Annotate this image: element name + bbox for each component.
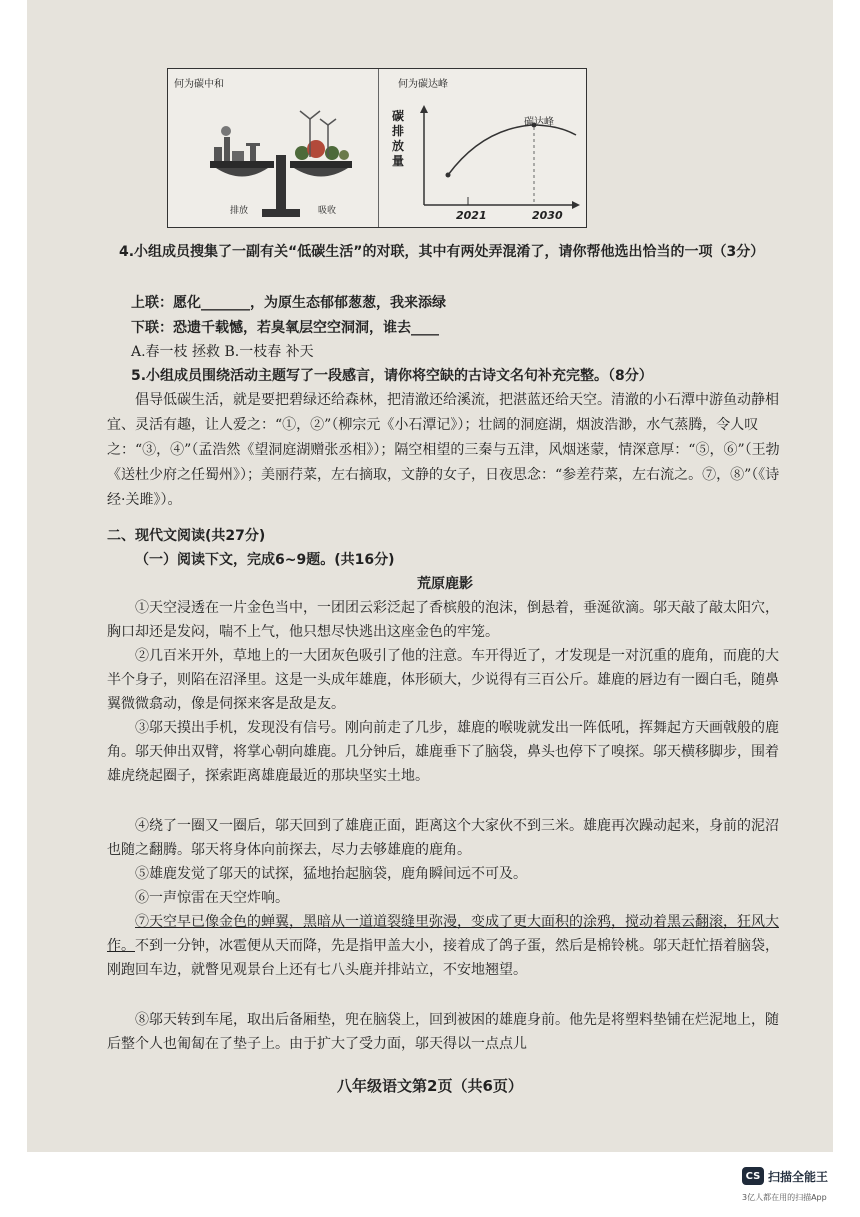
q5-question: 5.小组成员围绕活动主题写了一段感言，请你将空缺的古诗文名句补充完整。（8分）: [131, 368, 653, 384]
essay-title: 荒原鹿影: [417, 576, 473, 592]
essay-paragraph: ⑤雄鹿发觉了邬天的试探，猛地抬起脑袋，鹿角瞬间远不可及。: [135, 866, 527, 882]
figure-divider: [378, 69, 379, 227]
essay-paragraph: ⑧邬天转到车尾，取出后备厢垫，兜在脑袋上，回到被困的雄鹿身前。他先是将塑料垫铺在烂泥地上，随后整个人也匍匐在了垫子上。由于扩大了受力面，邬天得以一点点儿: [107, 1012, 779, 1052]
scanner-app-badge: [742, 1167, 828, 1185]
carbon-peak-title: 何为碳达峰: [398, 79, 448, 90]
q4-options: A.春一枝 拯救 B.一枝春 补天: [131, 344, 314, 360]
peak-curve-chart: [412, 105, 580, 217]
camscanner-logo-icon: CS: [742, 1167, 764, 1185]
scanner-app-tagline: 3亿人都在用的扫描App: [742, 1193, 827, 1202]
q4-lower-couplet: 下联：恐遗千载憾，若臭氧层空空洞洞，谁去____: [131, 320, 439, 336]
q5-passage: 倡导低碳生活，就是要把碧绿还给森林，把清澈还给溪流，把湛蓝还给天空。清澈的小石潭中游鱼动静相宜、灵活有趣，让人爱之：“①，②”（柳宗元《小石潭记》）；壮阔的洞庭湖，烟波浩渺，水气蒸腾，令人叹之：“③，④”（孟浩然《望洞庭湖赠张丞相》）；隔空相望的三秦与五津，风烟迷蒙，情深意厚：“⑤，⑥”（王勃《送杜少府之任蜀州》）；美丽荇菜，左右摘取，文静的女子，日夜思念：“参差荇菜，左右流之。⑦，⑧”（《诗经·关雎》）。: [107, 392, 780, 508]
essay-paragraph: ④绕了一圈又一圈后，邬天回到了雄鹿正面，距离这个大家伙不到三米。雄鹿再次躁动起来，身前的泥沼也随之翻腾。邬天将身体向前探去，尽力去够雄鹿的鹿角。: [107, 818, 779, 858]
exam-page: [27, 0, 833, 1152]
y-axis-label: 碳排放量: [392, 109, 405, 168]
subsection-title: （一）阅读下文，完成6~9题。(共16分): [135, 552, 395, 568]
q4-question: 4.小组成员搜集了一副有关“低碳生活”的对联，其中有两处弄混淆了，请你帮他选出恰当的一项（3分）: [119, 244, 765, 260]
essay-paragraph: ⑥一声惊雷在天空炸响。: [135, 890, 289, 906]
absorb-label: 吸收: [318, 206, 337, 216]
essay-paragraph: ③邬天摸出手机，发现没有信号。刚向前走了几步，雄鹿的喉咙就发出一阵低吼，挥舞起方天画戟般的鹿角。邬天伸出双臂，将掌心朝向雄鹿。几分钟后，雄鹿垂下了脑袋，鼻头也停下了嗅探。邬天横移脚步，围着雄虎绕起圈子，探索距离雄鹿最近的那块坚实土地。: [107, 720, 779, 784]
essay-paragraph: ②几百米开外，草地上的一大团灰色吸引了他的注意。车开得近了，才发现是一对沉重的鹿角，而鹿的大半个身子，则陷在沼泽里。这是一头成年雄鹿，体形硕大，少说得有三百公斤。雄鹿的唇边有一圈白毛，随鼻翼微微翕动，像是伺探来客是敌是友。: [107, 648, 779, 712]
x-label-2030: 2030: [532, 209, 563, 222]
emit-label: 排放: [230, 206, 249, 216]
underlined-sentence: ⑦天空早已像金色的蝉翼，黑暗从一道道裂缝里弥漫，变成了更大面积的涂鸦，搅动着黑云翻滚，狂风大作。: [107, 914, 779, 954]
carbon-neutral-title: 何为碳中和: [174, 79, 224, 90]
scanner-app-name: 扫描全能王: [768, 1169, 829, 1184]
q4-upper-couplet: 上联：愿化_______，为原生态郁郁葱葱，我来添绿: [131, 295, 446, 311]
essay-paragraph-7: [107, 910, 783, 982]
peak-label: 碳达峰: [524, 117, 554, 128]
section-title: 二、现代文阅读(共27分): [107, 528, 266, 544]
essay-paragraph: ①天空浸透在一片金色当中，一团团云彩泛起了香槟般的泡沫，倒悬着，垂涎欲滴。邬天敲了敲太阳穴，胸口却还是发闷，喘不上气，他只想尽快逃出这座金色的牢笼。: [107, 600, 779, 640]
carbon-figure: [167, 68, 587, 228]
x-label-2021: 2021: [456, 209, 487, 222]
paragraph-7-rest: 不到一分钟，冰雹便从天而降，先是指甲盖大小，接着成了鸽子蛋，然后是棉铃桃。邬天赶忙捂着脑袋，刚跑回车边，就瞥见观景台上还有七八头鹿并排站立，不安地翘望。: [107, 938, 779, 978]
page-footer: 八年级语文第2页（共6页）: [337, 1077, 523, 1095]
